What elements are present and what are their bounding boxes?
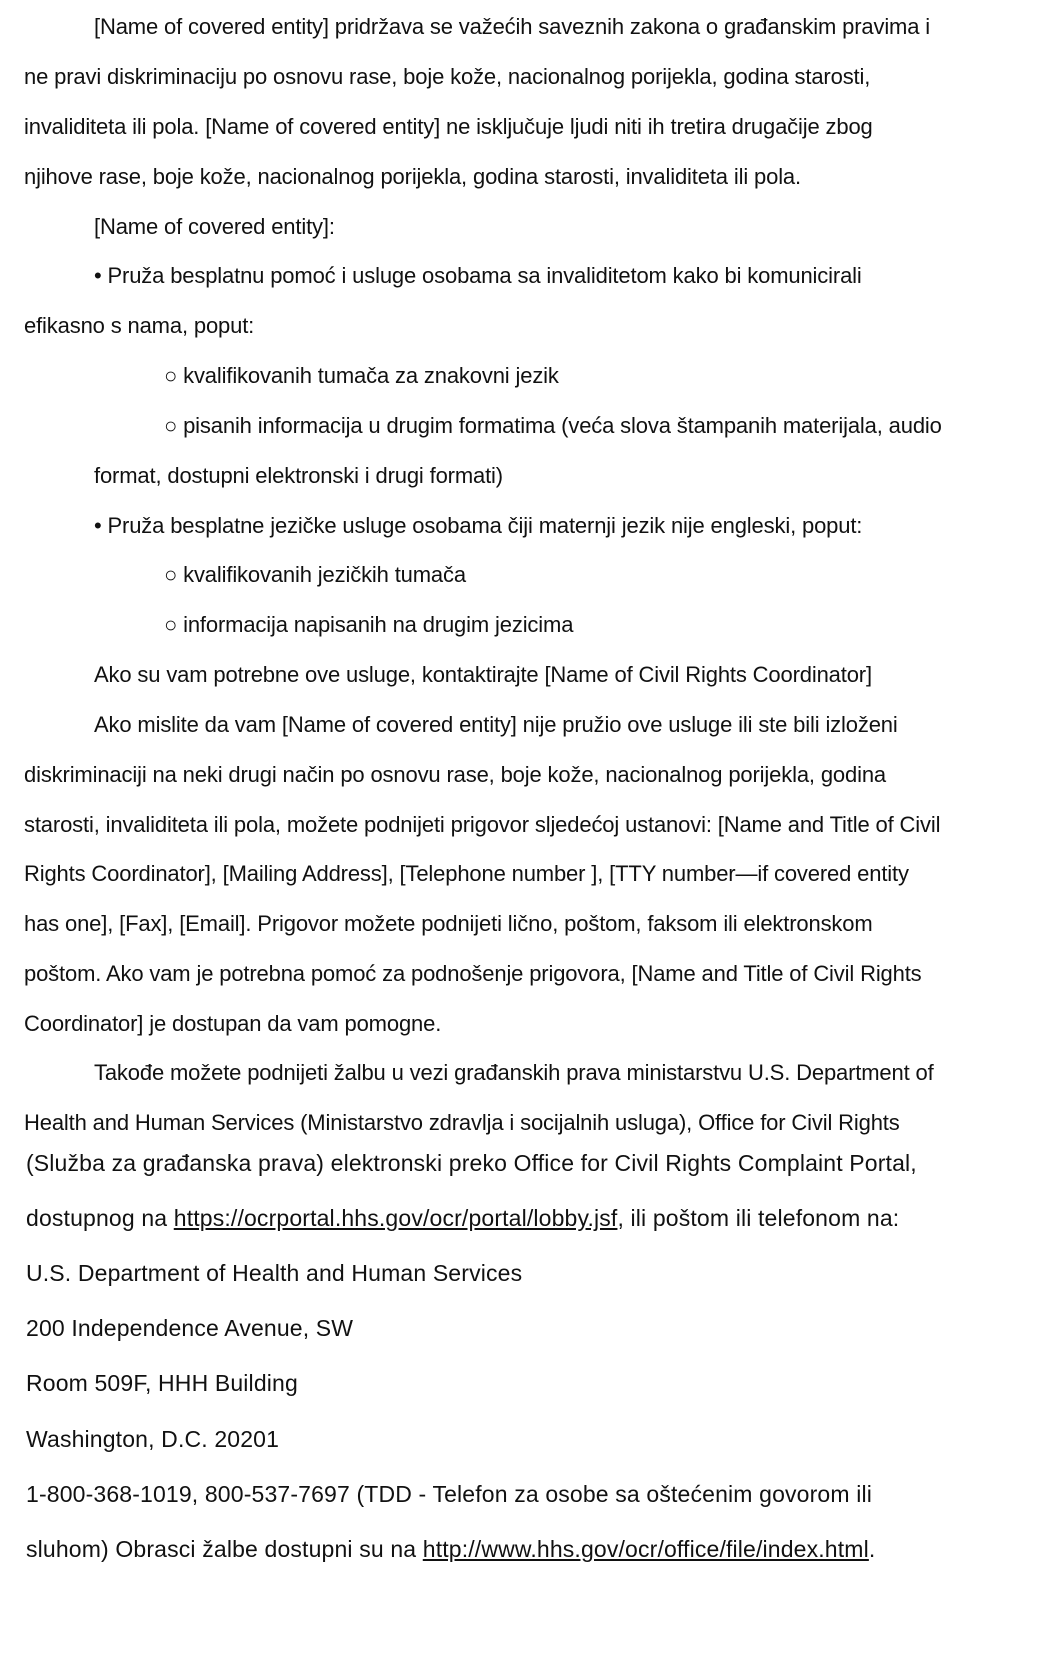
complaint-line-4-tail: , ili poštom ili telefonom na:: [617, 1205, 900, 1231]
phone-line-1: 1-800-368-1019, 800-537-7697 (TDD - Telefon za osobe sa oštećenim govorom ili: [26, 1481, 872, 1507]
complaint-line-4-text: dostupnog na: [26, 1205, 174, 1231]
ocr-portal-link[interactable]: https://ocrportal.hhs.gov/ocr/portal/lobby.jsf: [173, 1205, 618, 1231]
grievance-line-5: has one], [Fax], [Email]. Prigovor možete podnijeti lično, poštom, faksom ili elektronskom: [24, 911, 873, 936]
bullet-free-aids-line-1: • Pruža besplatnu pomoć i usluge osobama sa invaliditetom kako bi komunicirali: [94, 263, 862, 288]
entity-heading: [Name of covered entity]:: [94, 214, 335, 239]
complaint-line-4: [26, 1205, 899, 1231]
sub-item-interpreters: ○ kvalifikovanih jezičkih tumača: [164, 562, 466, 587]
intro-line-1: [Name of covered entity] pridržava se važećih saveznih zakona o građanskim pravima i: [94, 14, 931, 39]
address-org: U.S. Department of Health and Human Services: [26, 1260, 523, 1286]
grievance-line-4: Rights Coordinator], [Mailing Address], [Telephone number ], [TTY number—if covered entity: [24, 861, 909, 886]
complaint-line-1: Takođe možete podnijeti žalbu u vezi građanskih prava ministarstvu U.S. Department of: [94, 1060, 934, 1085]
sub-item-other-languages: ○ informacija napisanih na drugim jezicima: [164, 612, 574, 637]
grievance-line-6: poštom. Ako vam je potrebna pomoć za podnošenje prigovora, [Name and Title of Civil Rights: [24, 961, 922, 986]
grievance-line-2: diskriminaciji na neki drugi način po osnovu rase, boje kože, nacionalnog porijekla, godina: [24, 762, 886, 787]
complaint-line-3: (Služba za građanska prava) elektronski preko Office for Civil Rights Complaint Portal,: [26, 1150, 917, 1176]
phone-line-2-tail: .: [868, 1536, 876, 1562]
phone-line-2: [26, 1536, 875, 1562]
complaint-line-2: Health and Human Services (Ministarstvo zdravlja i socijalnih usluga), Office for Civil Rights: [24, 1110, 900, 1135]
intro-line-3: invaliditeta ili pola. [Name of covered entity] ne isključuje ljudi niti ih tretira drugačije zbog: [24, 114, 873, 139]
address-city: Washington, D.C. 20201: [26, 1426, 280, 1452]
phone-line-2-text: sluhom) Obrasci žalbe dostupni su na: [26, 1536, 423, 1562]
intro-line-2: ne pravi diskriminaciju po osnovu rase, boje kože, nacionalnog porijekla, godina starosti,: [24, 64, 871, 89]
grievance-line-3: starosti, invaliditeta ili pola, možete podnijeti prigovor sljedećoj ustanovi: [Name and Title of Civil: [24, 812, 941, 837]
sub-item-formats-line-1: ○ pisanih informacija u drugim formatima (veća slova štampanih materijala, audio: [164, 413, 942, 438]
bullet-language-services: • Pruža besplatne jezičke usluge osobama čiji maternji jezik nije engleski, poput:: [94, 513, 863, 538]
contact-coordinator-line: Ako su vam potrebne ove usluge, kontaktirajte [Name of Civil Rights Coordinator]: [94, 662, 872, 687]
complaint-forms-link[interactable]: http://www.hhs.gov/ocr/office/file/index.html: [422, 1536, 869, 1562]
sub-item-sign-language: ○ kvalifikovanih tumača za znakovni jezik: [164, 363, 559, 388]
intro-line-4: njihove rase, boje kože, nacionalnog porijekla, godina starosti, invaliditeta ili pola.: [24, 164, 801, 189]
grievance-line-7: Coordinator] je dostupan da vam pomogne.: [24, 1011, 442, 1036]
bullet-free-aids-line-2: efikasno s nama, poput:: [24, 313, 255, 338]
address-room: Room 509F, HHH Building: [26, 1370, 298, 1396]
sub-item-formats-line-2: format, dostupni elektronski i drugi formati): [94, 463, 503, 488]
address-street: 200 Independence Avenue, SW: [26, 1315, 354, 1341]
grievance-line-1: Ako mislite da vam [Name of covered entity] nije pružio ove usluge ili ste bili izloženi: [94, 712, 898, 737]
